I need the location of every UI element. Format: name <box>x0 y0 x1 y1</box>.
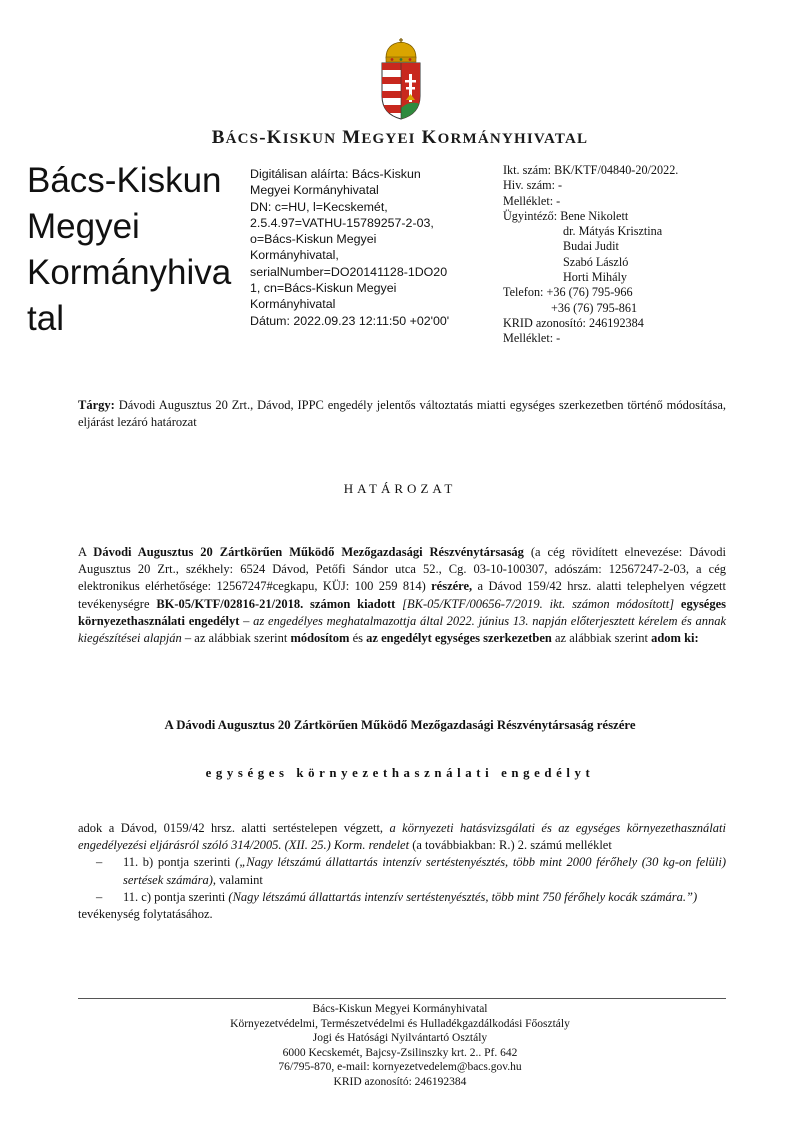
list-item: – 11. c) pontja szerinti (Nagy létszámú állattartás intenzív sertéstenyésztés, több mint 750 férőhely kocák számára.”) <box>96 889 698 904</box>
phone-2: +36 (76) 795-861 <box>551 300 638 315</box>
signature-name: Bács-Kiskun Megyei Kormányhiva tal <box>27 161 232 338</box>
hiv-number: Hiv. szám: - <box>503 178 563 193</box>
ikt-number: Ikt. szám: BK/KTF/04840-20/2022. <box>503 163 679 177</box>
case-officer: Ügyintéző: Bene Nikolett <box>503 208 629 223</box>
permit-title: egységes környezethasználati engedélyt <box>205 766 595 780</box>
krid-id: KRID azonosító: 246192384 <box>503 315 644 330</box>
footer: Bács-Kiskun Megyei Kormányhivatal Környezetvédelmi, Természetvédelmi és Hulladékgazdálkodási Főosztály Jogi és Hatósági Nyilvántartó Osztály 6000 Kecskemét, Bajcsy-Zsilinszky krt. 2.. Pf. 642 76/795-870, e-mail: kornyezetvedelem@bacs.gov.hu KRID azonosító: 246192384 <box>0 1002 800 1090</box>
footer-divider <box>78 998 726 999</box>
phone: Telefon: +36 (76) 795-966 <box>503 285 633 300</box>
case-officer-extra: Budai Judit <box>563 239 619 254</box>
case-metadata <box>503 163 678 347</box>
case-officer-extra: Szabó László <box>563 254 629 269</box>
case-officer-extra: Horti Mihály <box>563 270 627 285</box>
footer-contact: 76/795-870, e-mail: kornyezetvedelem@bacs.gov.hu <box>278 1061 522 1074</box>
activity-list <box>78 854 726 906</box>
signature-details: Digitálisan aláírta: Bács-Kiskun Megyei Kormányhivatal DN: c=HU, l=Kecskemét, 2.5.4.97=VATHU-15789257-2-03, o=Bács-Kiskun Megyei Kormányhivatal, serialNumber=DO20141128-1DO20 1, cn=Bács-Kiskun Megyei Kormányhivatal Dátum: 2022.09.23 12:11:50 +02'00' <box>250 167 450 328</box>
attachment-field-2: Melléklet: - <box>503 331 561 346</box>
attachment-field: Melléklet: - <box>503 193 561 208</box>
list-item: – 11. b) pontja szerinti („Nagy létszámú állattartás intenzív sertéstenyésztés, több mint 2000 férőhely (30 kg-on felüli) sertések számára), valamint <box>96 855 726 887</box>
decision-heading: HATÁROZAT <box>343 481 457 496</box>
permit-body: adok a Dávod, 0159/42 hrsz. alatti sertéstelepen végzett, a környezeti hatásvizsgálati és az egységes környezethasználati engedélyezési eljárásról szóló 314/2005. (XII. 25.) Korm. rendelet (a továbbiakban: R.) 2. számú melléklet – 11. b) pontja szerinti („Nagy létszámú állattartás intenzív sertéstenyésztés, több mint 2000 férőhely (30 kg-on felüli) sertések számára), valamint – 11. c) pontja szerinti (Nagy létszámú állattartás intenzív sertéstenyésztés, több mint 750 férőhely kocák számára.”) tevékenység folytatásához. <box>78 820 726 923</box>
hungarian-coat-of-arms-icon <box>378 38 424 120</box>
closing-line: tevékenység folytatásához. <box>78 907 213 922</box>
office-title: BÁCS-KISKUN MEGYEI KORMÁNYHIVATAL <box>211 127 589 148</box>
decision-paragraph: A Dávodi Augusztus 20 Zártkörűen Működő Mezőgazdasági Részvénytársaság (a cég rövidített elnevezése: Dávodi Augusztus 20 Zrt., székhely: 6524 Dávod, Petőfi Sándor utca 52., Cg. 03-10-100307, adószám: 12567247-2-03, a cég elektronikus elérhetősége: 12567247#cegkapu, KÜJ: 100 259 814) részére, a Dávod 159/42 hrsz. alatti telephelyen végzett tevékenységre BK-05/KTF/02816-21/2018. számon kiadott [BK-05/KTF/00656-7/2019. ikt. számon módosított] egységes környezethasználati engedélyt – az engedélyes meghatalmazottja által 2022. június 13. napján előterjesztett kérelem és annak kiegészítései alapján – az alábbiak szerint módosítom és az engedélyt egységes szerkezetben az alábbiak szerint adom ki: <box>78 545 727 646</box>
recipient-line: A Dávodi Augusztus 20 Zártkörűen Működő Mezőgazdasági Részvénytársaság részére <box>164 718 636 732</box>
subject-label: Tárgy: <box>78 398 115 412</box>
subject-line: Tárgy: Dávodi Augusztus 20 Zrt., Dávod, IPPC engedély jelentős változtatás miatti egységes szerkezetben történő módosítása, eljárást lezáró határozat <box>78 398 726 429</box>
case-officer-extra: dr. Mátyás Krisztina <box>563 224 663 239</box>
